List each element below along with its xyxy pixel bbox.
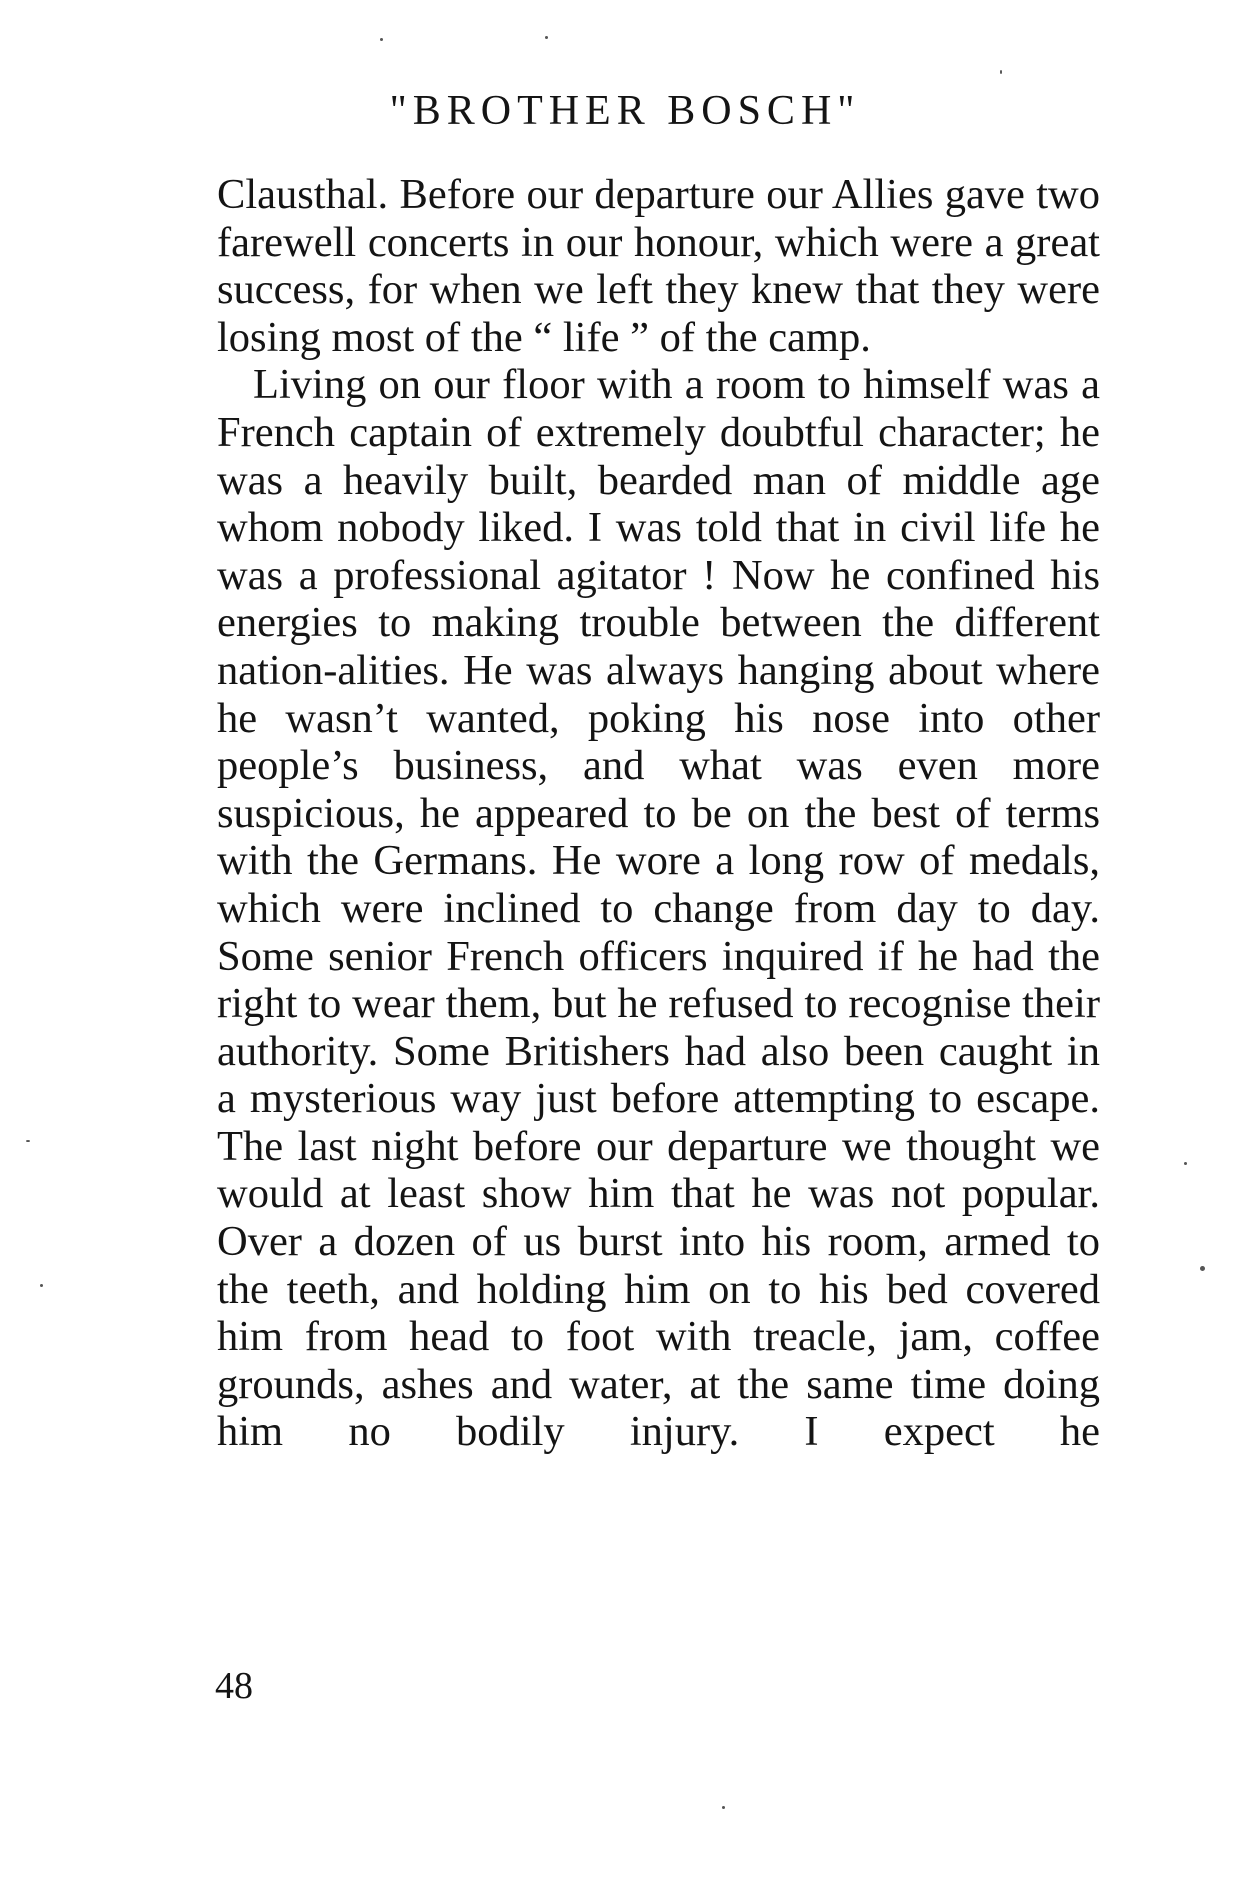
scan-speck [40, 1284, 43, 1287]
running-head: "BROTHER BOSCH" [389, 88, 861, 134]
body-text [217, 171, 1100, 1456]
scan-speck [1000, 70, 1002, 74]
scan-speck [545, 36, 548, 39]
paragraph-2: Living on our floor with a room to himself was a French captain of extremely doubtful character; he was a heavily built, bearded man of middle age whom nobody liked. I was told that in civil life he was a professional agitator ! Now he confined his energies to making trouble between the different nation-alities. He was always hanging about where he wasn’t wanted, poking his nose into other people’s business, and what was even more suspicious, he appeared to be on the best of terms with the Germans. He wore a long row of medals, which were inclined to change from day to day. Some senior French officers inquired if he had the right to wear them, but he refused to recognise their authority. Some Britishers had also been caught in a mysterious way just before attempting to escape. The last night before our departure we thought we would at least show him that he was not popular. Over a dozen of us burst into his room, armed to the teeth, and holding him on to his bed covered him from head to foot with treacle, jam, coffee grounds, ashes and water, at the same time doing him no bodily injury. I expect he [217, 361, 1100, 1456]
scan-speck [26, 1140, 30, 1142]
scan-speck [380, 38, 383, 41]
scan-speck [1200, 1266, 1205, 1271]
page-number: 48 [215, 1665, 253, 1707]
scan-speck [722, 1806, 725, 1809]
scan-speck [1184, 1162, 1187, 1165]
paragraph-1: Clausthal. Before our departure our Allies gave two farewell concerts in our honour, which were a great success, for when we left they knew that they were losing most of the “ life ” of the camp. [217, 171, 1100, 361]
